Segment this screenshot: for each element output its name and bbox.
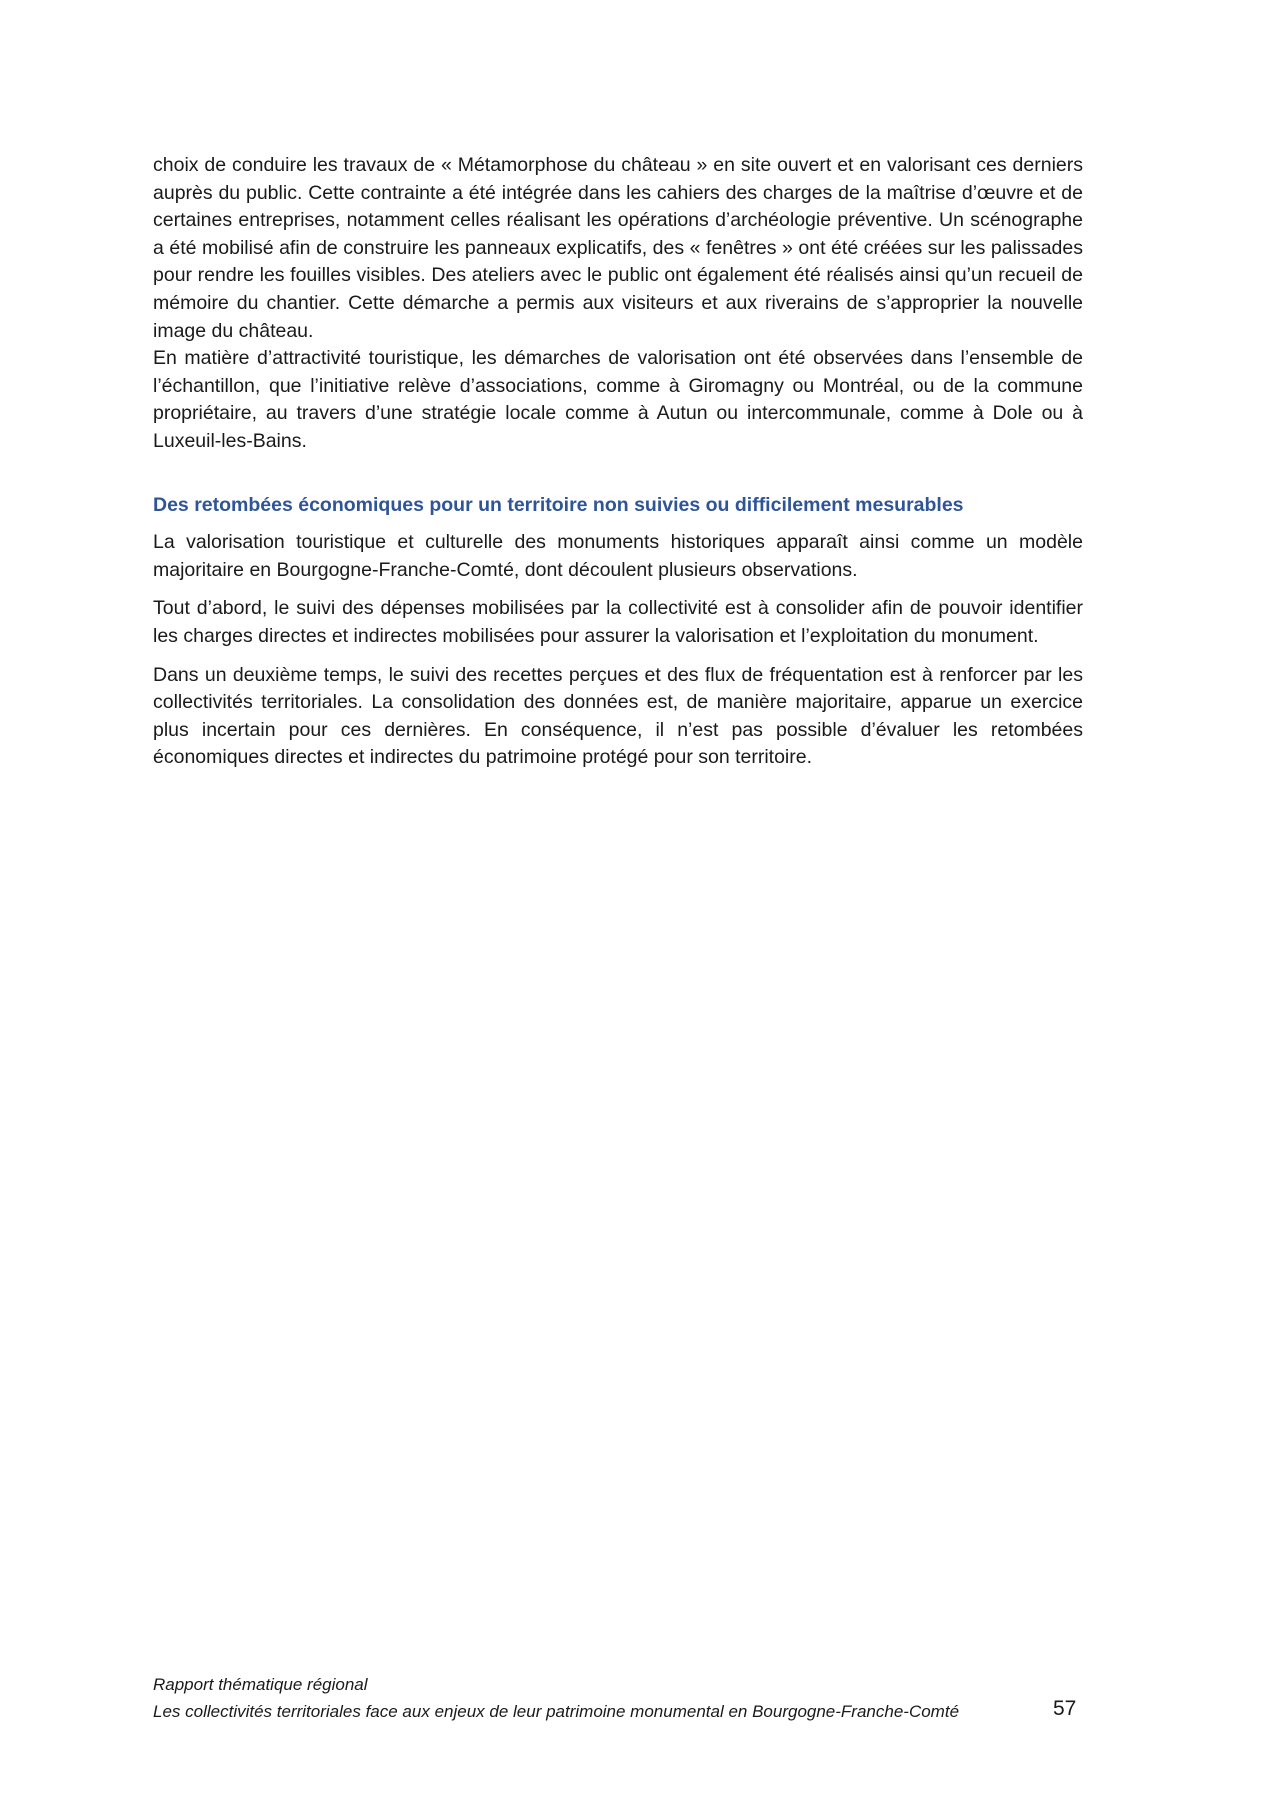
section-heading: Des retombées économiques pour un territoire non suivies ou difficilement mesurables	[153, 493, 964, 516]
body-paragraph: Tout d’abord, le suivi des dépenses mobilisées par la collectivité est à consolider afin de pouvoir identifier les charges directes et indirectes mobilisées pour assurer la valorisation et l’exploitation du monument.	[153, 597, 1083, 647]
body-paragraph: En matière d’attractivité touristique, les démarches de valorisation ont été observées dans l’ensemble de l’échantillon, que l’initiative relève d’associations, comme à Giromagny ou Montréal, ou de la commune propriétaire, au travers d’une stratégie locale comme à Autun ou intercommunale, comme à Dole ou à Luxeuil-les-Bains.	[153, 347, 1083, 452]
body-paragraph: choix de conduire les travaux de « Métamorphose du château » en site ouvert et en valorisant ces derniers auprès du public. Cette contrainte a été intégrée dans les cahiers des charges de la maîtrise d’œuvre et de certaines entreprises, notamment celles réalisant les opérations d’archéologie préventive. Un scénographe a été mobilisé afin de construire les panneaux explicatifs, des « fenêtres » ont été créées sur les palissades pour rendre les fouilles visibles. Des ateliers avec le public ont également été réalisés ainsi qu’un recueil de mémoire du chantier. Cette démarche a permis aux visiteurs et aux riverains de s’approprier la nouvelle image du château.	[153, 154, 1083, 342]
body-paragraph: La valorisation touristique et culturelle des monuments historiques apparaît ainsi comme un modèle majoritaire en Bourgogne-Franche-Comté, dont découlent plusieurs observations.	[153, 531, 1083, 581]
footer-report-type: Rapport thématique régional	[153, 1675, 368, 1694]
page-body	[153, 152, 1083, 772]
page-footer	[153, 1671, 1083, 1725]
body-paragraph: Dans un deuxième temps, le suivi des recettes perçues et des flux de fréquentation est à renforcer par les collectivités territoriales. La consolidation des données est, de manière majoritaire, apparue un exercice plus incertain pour ces dernières. En conséquence, il n’est pas possible d’évaluer les retombées économiques directes et indirectes du patrimoine protégé pour son territoire.	[153, 663, 1083, 769]
footer-report-title: Les collectivités territoriales face aux enjeux de leur patrimoine monumental en Bourgogne-Franche-Comté	[153, 1702, 960, 1721]
page-number: 57	[1053, 1697, 1077, 1720]
